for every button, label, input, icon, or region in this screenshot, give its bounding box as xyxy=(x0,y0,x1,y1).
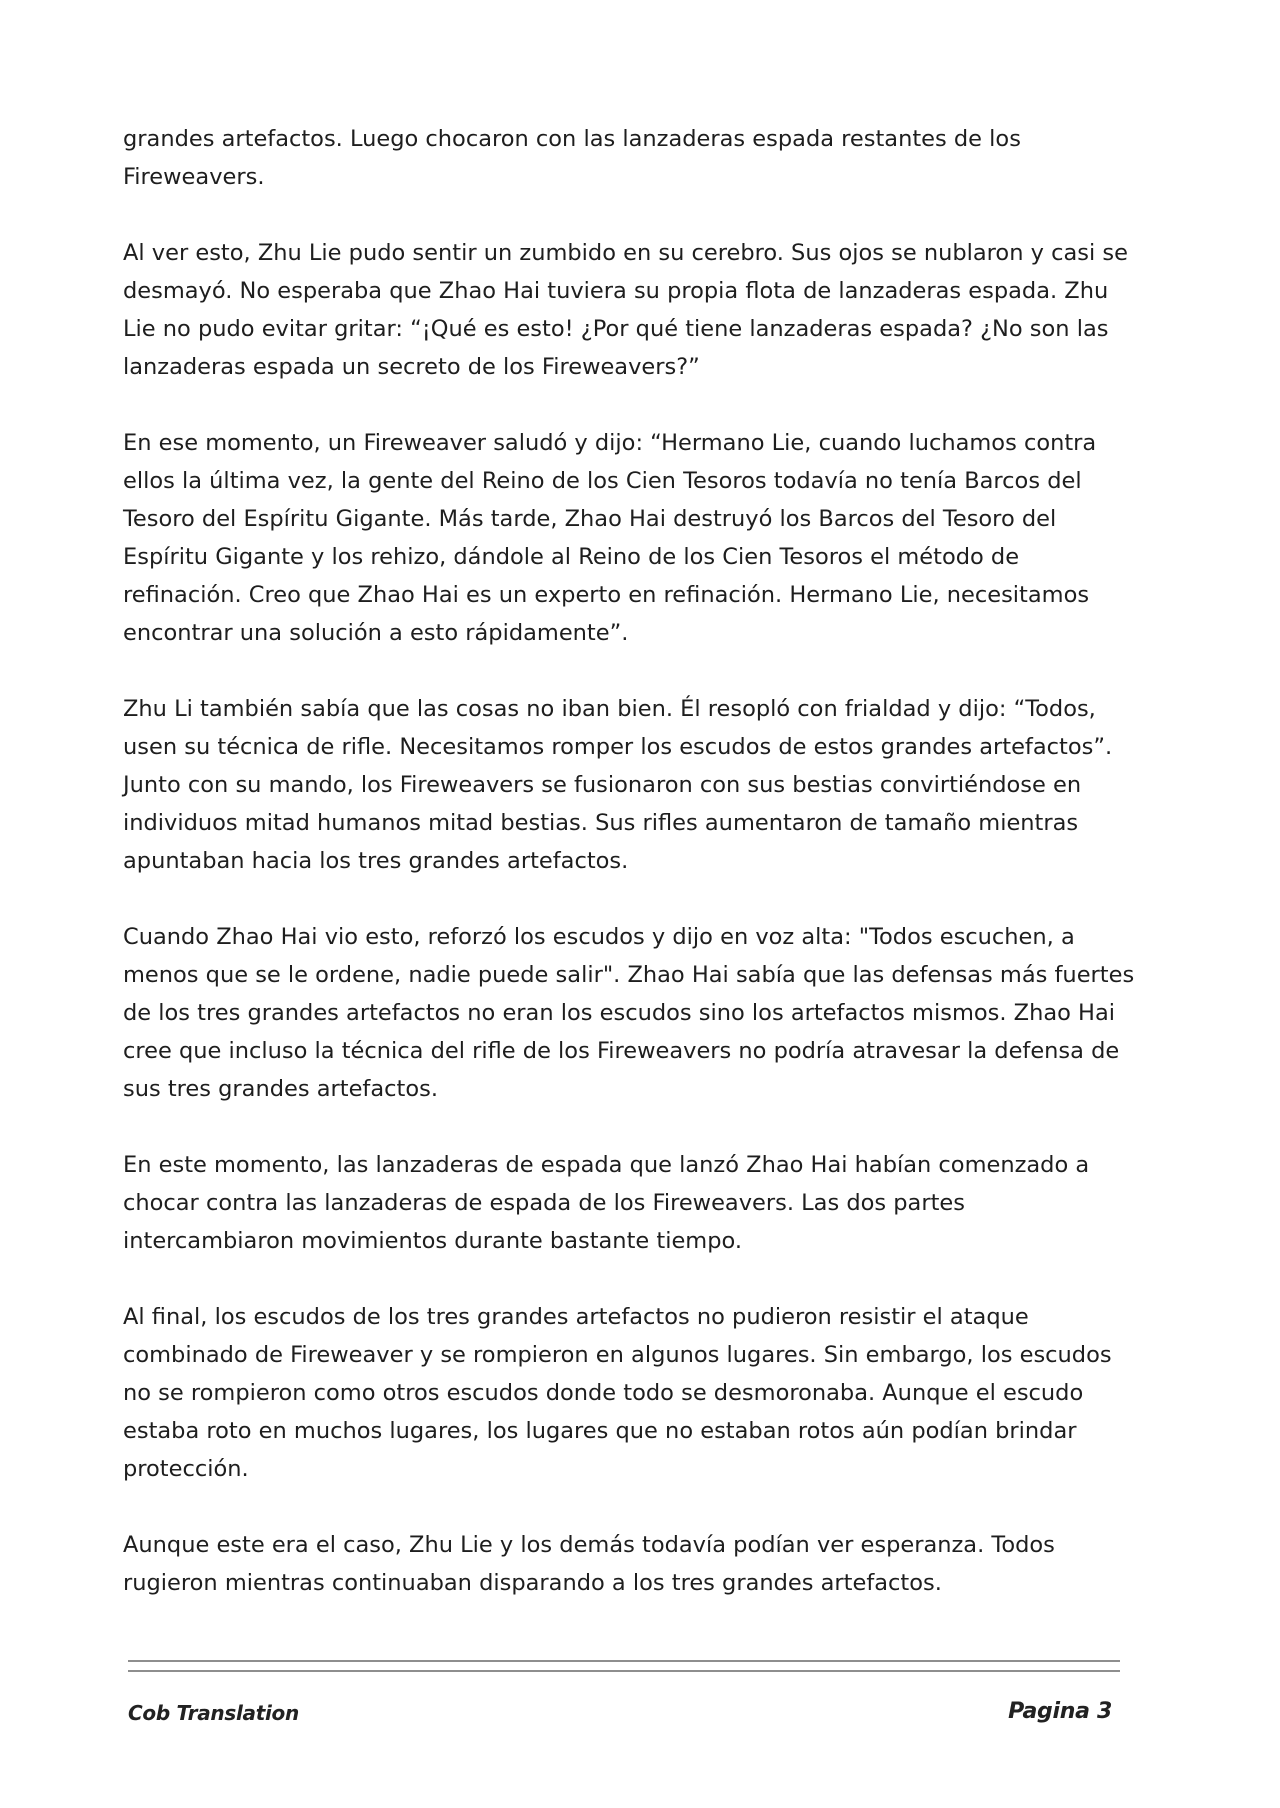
paragraph: Zhu Li también sabía que las cosas no iban bien. Él resopló con frialdad y dijo: “Todos, usen su técnica de rifle. Necesitamos romper los escudos de estos grandes artefactos”. Junto con su mando, los Fireweavers se fusionaron con sus bestias convirtiéndose en individuos mitad humanos mitad bestias. Sus rifles aumentaron de tamaño mientras apuntaban hacia los tres grandes artefactos. xyxy=(123,696,1113,874)
paragraph: Al final, los escudos de los tres grandes artefactos no pudieron resistir el ataque combinado de Fireweaver y se rompieron en algunos lugares. Sin embargo, los escudos no se rompieron como otros escudos donde todo se desmoronaba. Aunque el escudo estaba roto en muchos lugares, los lugares que no estaban rotos aún podían brindar protección. xyxy=(123,1304,1112,1482)
footer-page-number: Pagina 3 xyxy=(1008,1699,1112,1724)
footer-divider-bottom xyxy=(128,1670,1120,1672)
body-text xyxy=(123,120,1135,1640)
paragraph: Aunque este era el caso, Zhu Lie y los demás todavía podían ver esperanza. Todos rugieron mientras continuaban disparando a los tres grandes artefactos. xyxy=(123,1532,1055,1596)
paragraph: Al ver esto, Zhu Lie pudo sentir un zumbido en su cerebro. Sus ojos se nublaron y casi se desmayó. No esperaba que Zhao Hai tuviera su propia flota de lanzaderas espada. Zhu Lie no pudo evitar gritar: “¡Qué es esto! ¿Por qué tiene lanzaderas espada? ¿No son las lanzaderas espada un secreto de los Fireweavers?” xyxy=(123,240,1128,380)
paragraph: En ese momento, un Fireweaver saludó y dijo: “Hermano Lie, cuando luchamos contra ellos la última vez, la gente del Reino de los Cien Tesoros todavía no tenía Barcos del Tesoro del Espíritu Gigante. Más tarde, Zhao Hai destruyó los Barcos del Tesoro del Espíritu Gigante y los rehizo, dándole al Reino de los Cien Tesoros el método de refinación. Creo que Zhao Hai es un experto en refinación. Hermano Lie, necesitamos encontrar una solución a esto rápidamente”. xyxy=(123,430,1097,646)
footer-divider-top xyxy=(128,1660,1120,1662)
paragraph: grandes artefactos. Luego chocaron con las lanzaderas espada restantes de los Fireweavers. xyxy=(123,126,1021,190)
paragraph: Cuando Zhao Hai vio esto, reforzó los escudos y dijo en voz alta: "Todos escuchen, a menos que se le ordene, nadie puede salir". Zhao Hai sabía que las defensas más fuertes de los tres grandes artefactos no eran los escudos sino los artefactos mismos. Zhao Hai cree que incluso la técnica del rifle de los Fireweavers no podría atravesar la defensa de sus tres grandes artefactos. xyxy=(123,924,1135,1102)
paragraph: En este momento, las lanzaderas de espada que lanzó Zhao Hai habían comenzado a chocar contra las lanzaderas de espada de los Fireweavers. Las dos partes intercambiaron movimientos durante bastante tiempo. xyxy=(123,1152,1090,1254)
footer-translator-credit: Cob Translation xyxy=(128,1701,299,1725)
